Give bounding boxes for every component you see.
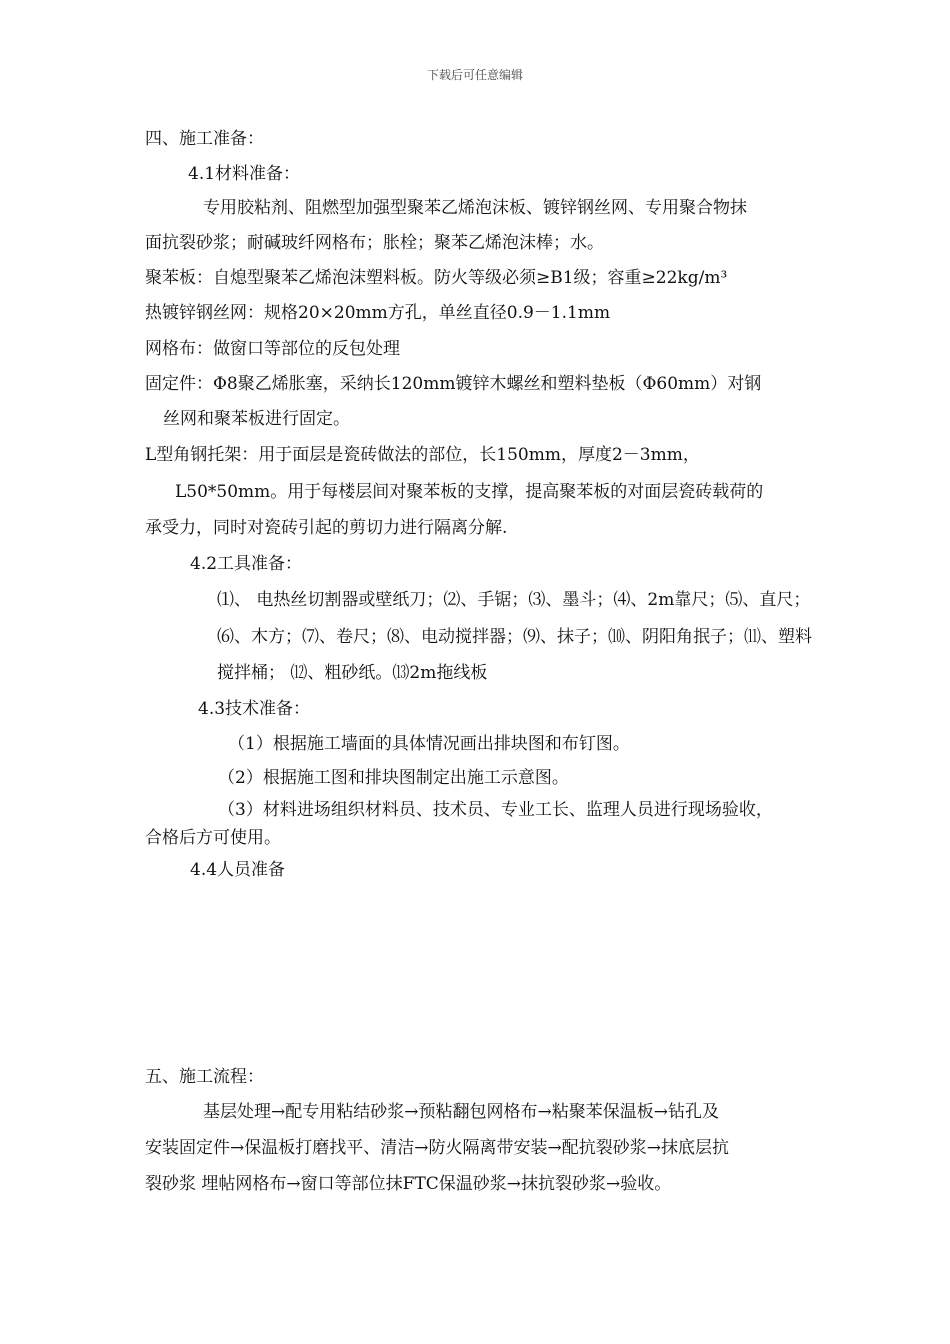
page-header: 下载后可任意编辑	[426, 68, 523, 82]
tools-line2: ⑹、木方；⑺、卷尺；⑻、电动搅拌器；⑼、抹子；⑽、阴阳角抿子；⑾、塑料	[217, 627, 812, 647]
tech-item-3-line2: 合格后方可使用。	[145, 828, 281, 848]
grid-cloth-spec: 网格布：做窗口等部位的反包处理	[145, 339, 400, 359]
section-5-title: 五、施工流程：	[145, 1067, 264, 1087]
section-4-2-title: 4.2工具准备：	[190, 554, 303, 574]
tech-item-1: （1）根据施工墙面的具体情况画出排块图和布钉图。	[228, 734, 630, 754]
bracket-spec-line2: L50*50mm。用于每楼层间对聚苯板的支撑，提高聚苯板的对面层瓷砖载荷的	[175, 482, 764, 502]
section-4-3-title: 4.3技术准备：	[198, 699, 311, 719]
bracket-spec-line1: L型角钢托架：用于面层是瓷砖做法的部位，长150mm，厚度2－3mm，	[145, 445, 700, 465]
tech-item-2: （2）根据施工图和排块图制定出施工示意图。	[218, 768, 569, 788]
tech-item-3-line1: （3）材料进场组织材料员、技术员、专业工长、监理人员进行现场验收，	[218, 800, 773, 820]
section-4-1-title: 4.1材料准备：	[188, 164, 301, 184]
fastener-spec-line1: 固定件：Φ8聚乙烯胀塞，采纳长120mm镀锌木螺丝和塑料垫板（Φ60mm）对钢	[145, 374, 762, 394]
process-line2: 安装固定件→保温板打磨找平、清洁→防火隔离带安装→配抗裂砂浆→抹底层抗	[145, 1138, 729, 1158]
tools-line3: 搅拌桶； ⑿、粗砂纸。⒀2m拖线板	[217, 663, 488, 683]
wire-mesh-spec: 热镀锌钢丝网：规格20×20mm方孔，单丝直径0.9－1.1mm	[145, 303, 611, 323]
tools-line1: ⑴、 电热丝切割器或壁纸刀；⑵、手锯；⑶、墨斗；⑷、2m靠尺；⑸、直尺；	[217, 590, 811, 610]
bracket-spec-line3: 承受力，同时对瓷砖引起的剪切力进行隔离分解.	[145, 518, 508, 538]
process-line3: 裂砂浆 埋帖网格布→窗口等部位抹FTC保温砂浆→抹抗裂砂浆→验收。	[145, 1174, 672, 1194]
polystyrene-spec: 聚苯板：自熄型聚苯乙烯泡沫塑料板。防火等级必须≥B1级；容重≥22kg/m³	[145, 268, 728, 288]
process-line1: 基层处理→配专用粘结砂浆→预粘翻包网格布→粘聚苯保温板→钻孔及	[203, 1102, 719, 1122]
materials-para-line1: 专用胶粘剂、阻燃型加强型聚苯乙烯泡沫板、镀锌钢丝网、专用聚合物抹	[203, 198, 747, 218]
fastener-spec-line2: 丝网和聚苯板进行固定。	[163, 409, 350, 429]
section-4-4-title: 4.4人员准备	[190, 860, 286, 880]
section-4-title: 四、施工准备：	[145, 129, 264, 149]
materials-para-line2: 面抗裂砂浆；耐碱玻纤网格布；胀栓；聚苯乙烯泡沫棒；水。	[145, 233, 604, 253]
